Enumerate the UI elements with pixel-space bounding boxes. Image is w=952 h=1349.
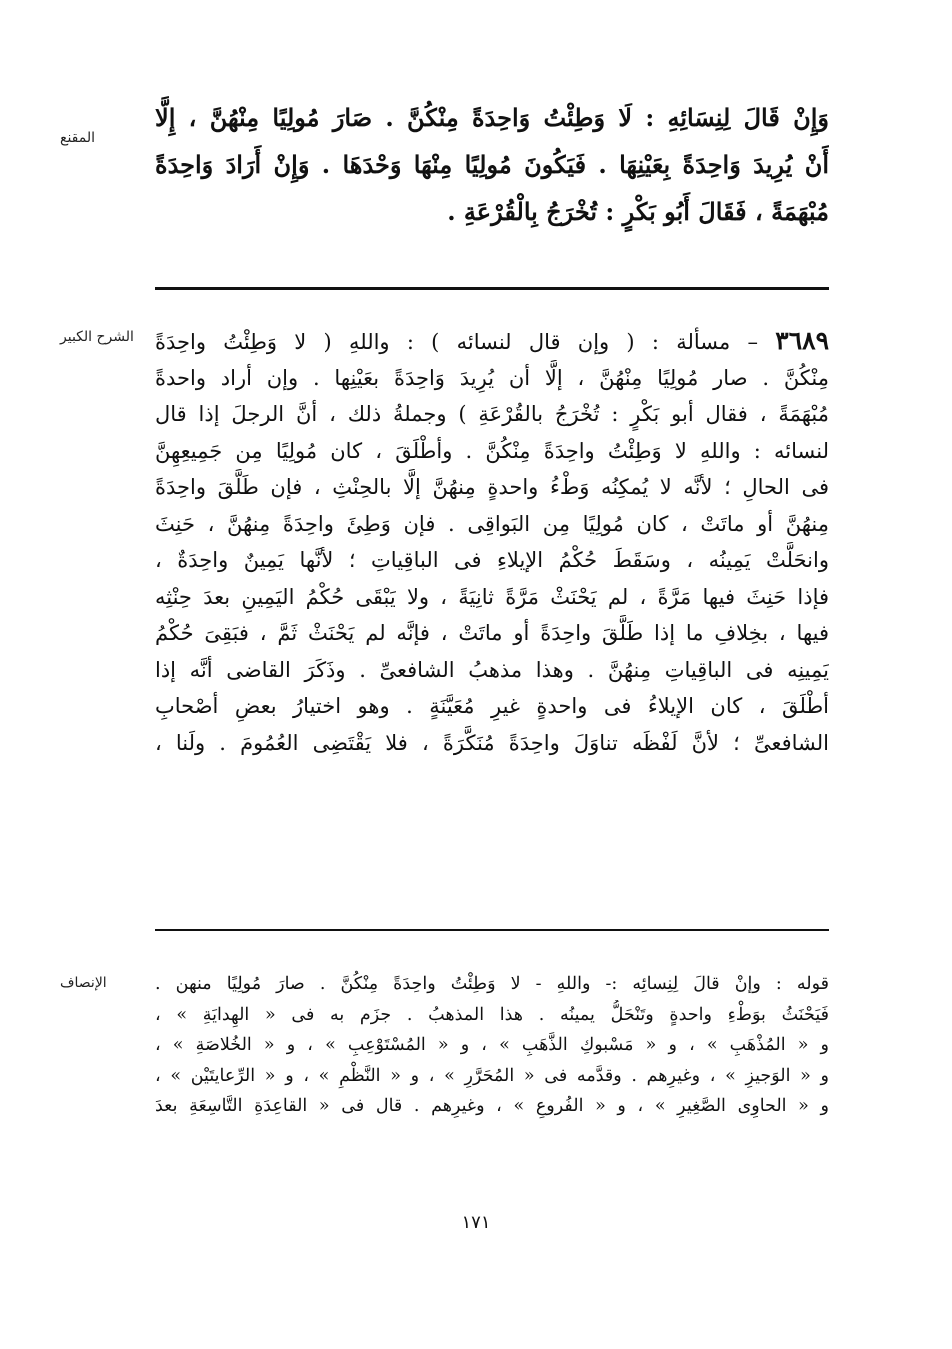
muqni-line: وَإِنْ قَالَ لِنِسَائِهِ : لَا وَطِئْتُ وَاحِدَةً مِنْكُنَّ . صَارَ مُولِيًا مِنْهُنَّ ، إِلَّا xyxy=(155,103,829,132)
section-label-sharh: الشرح الكبير xyxy=(60,329,134,345)
sharh-line: وانحَلَّتْ يَمِينُه ، وسَقَطَ حُكْمُ الإيلاءِ فى الباقِياتِ ؛ لأنَّها يَمِينٌ واحِدَةٌ ، xyxy=(155,548,829,572)
muqni-line: مُبْهَمَةً ، فَقَالَ أَبُو بَكْرٍ : تُخْرَجُ بِالْقُرْعَةِ . xyxy=(447,197,829,226)
issue-number: ٣٦٨٩ xyxy=(775,326,829,355)
insaf-line: قوله : وإنْ قالَ لِنِسائِه :- واللهِ - لا وَطِئْتُ واحِدَةً مِنْكُنَّ . صارَ مُولِيًا منهن . xyxy=(155,974,829,994)
muqni-line: أَنْ يُرِيدَ وَاحِدَةً بِعَيْنِهَا . فَيَكُونَ مُولِيًا مِنْهَا وَحْدَهَا . وَإِنْ أَرَادَ وَاحِدَةً xyxy=(155,150,829,179)
insaf-line: و « الحاوِى الصَّغِيرِ » ، و « الفُروعِ » ، وغيرِهم . قال فى « القاعِدَةِ التَّاسِعَةِ بعدَ xyxy=(155,1096,829,1116)
insaf-line: و « الوَجيزِ » ، وغيرِهم . وقدَّمه فى « المُحَرَّرِ » ، و « النَّظْمِ » ، و « الرِّعايتَيْن » ، xyxy=(155,1065,829,1086)
muqni-text xyxy=(155,94,829,235)
sharh-text xyxy=(155,323,829,761)
section-label-insaf: الإنصاف xyxy=(60,975,107,991)
insaf-text xyxy=(155,969,829,1122)
sharh-line: لنسائه : واللهِ لا وَطِئْتُ واحِدَةً مِنْكُنَّ . وأطْلَقَ ، كان مُولِيًا مِن جَمِيعِهِنَّ xyxy=(155,438,829,463)
sharh-line: مِنْكُنَّ . صار مُولِيًا مِنْهُنَّ ، إلَّا أن يُرِيدَ وَاحِدَةً بعَيْنِها . وإن أراد واحدةً xyxy=(155,365,829,390)
sharh-line: الشافعىِّ ؛ لأنَّ لَفْظَه تناوَلَ واحِدَةً مُنَكَّرَةً ، فلا يَقْتَضِى العُمُومَ . ولَنا ، xyxy=(155,730,829,755)
insaf-line: فَيَحْنَثُ بوَطْءِ واحدةٍ وتَنْحَلُّ يمينُه . هذا المذهبُ . جزَم به فى « الهِدايَةِ » ، xyxy=(155,1004,829,1025)
sharh-line: أطْلَقَ ، كان الإيلاءُ فى واحدةٍ غيرِ مُعَيَّنَةٍ . وهو اختيارُ بعضِ أصْحابِ xyxy=(155,694,829,718)
thick-divider xyxy=(155,287,829,290)
insaf-line: و « المُذْهَبِ » ، و « مَسْبوكِ الذَّهَبِ » ، و « المُسْتَوْعِبِ » ، و « الخُلاصَةِ » ، xyxy=(155,1035,829,1055)
sharh-line: يَمِينِه فى الباقِياتِ مِنهُنَّ . وهذا مذهبُ الشافعىِّ . وذَكَرَ القاضى أنَّه إذا xyxy=(155,657,829,682)
sharh-line: فى الحالِ ؛ لأنَّه لا يُمكِنُه وَطْءُ واحدةٍ مِنهُنَّ إلَّا بالحِنْثِ ، فإن طَلَّقَ واحِدَةً xyxy=(155,475,829,499)
sharh-line: فإذا حَنِثَ فيها مَرَّةً ، لم يَحْنَثْ مَرَّةً ثانِيَةً ، ولا يَبْقَى حُكْمُ اليَمِينِ بعدَ حِنْثِه xyxy=(155,584,829,609)
page-number: ١٧١ xyxy=(461,1212,491,1233)
sharh-line: فيها ، بخِلافِ ما إذا طَلَّقَ واحِدَةً أو ماتَتْ ، فإنَّه لم يَحْنَثْ ثَمَّ ، فبَقِىَ حُكْمُ xyxy=(155,621,829,645)
sharh-first-line-text: – مسألة : ( وإن قال لنسائه ) : واللهِ ( لا وَطِئْتُ واحِدَةً xyxy=(155,330,759,354)
sharh-first-line xyxy=(155,323,829,360)
section-label-muqni: المقنع xyxy=(60,130,96,146)
thin-divider xyxy=(155,929,829,931)
sharh-line: مُبْهَمَةً ، فقال أبو بَكْرٍ : تُخْرَجُ بالقُرْعَةِ ) وجملةُ ذلك ، أنَّ الرجلَ إذا قال xyxy=(155,402,829,426)
sharh-line: مِنهُنَّ أو ماتَتْ ، كان مُولِيًا مِن البَواقِى . فإن وَطِئَ واحِدَةً مِنهُنَّ ، حَنِثَ xyxy=(155,511,829,536)
